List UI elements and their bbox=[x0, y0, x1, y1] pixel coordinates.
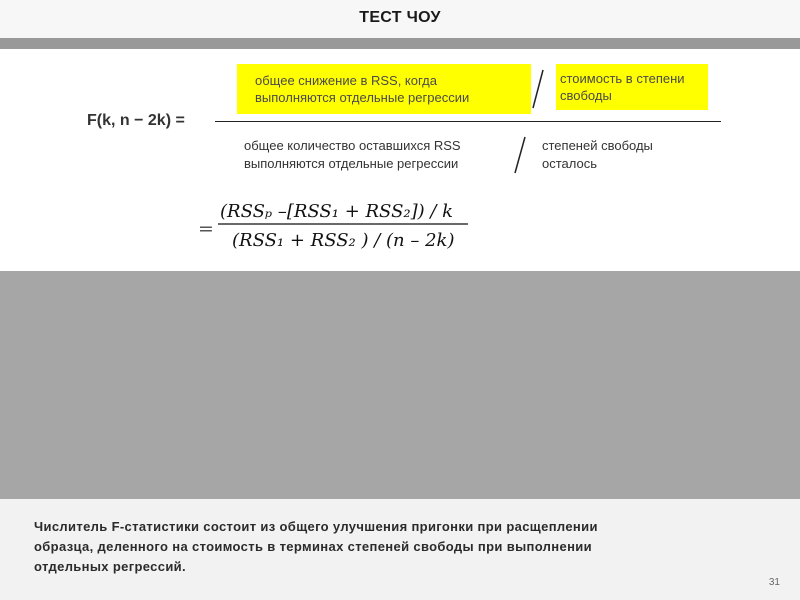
caption-line-2: образца, деленного на стоимость в терминах степеней свободы при выполнении bbox=[34, 539, 592, 554]
caption-line-3: отдельных регрессий. bbox=[34, 559, 186, 574]
numerator-left-line-2: выполняются отдельные регрессии bbox=[255, 90, 470, 105]
caption-line-1: Числитель F-статистики состоит из общего улучшения пригонки при расщеплении bbox=[34, 519, 598, 534]
denominator-right-line-1: степеней свободы bbox=[542, 138, 653, 153]
denominator-left-line-1: общее количество оставшихся RSS bbox=[244, 138, 461, 153]
denominator-left-line-2: выполняются отдельные регрессии bbox=[244, 156, 459, 171]
numerator-slash bbox=[530, 68, 546, 110]
slide-title: ТЕСТ ЧОУ bbox=[359, 9, 441, 26]
numerator-left-line-1: общее снижение в RSS, когда bbox=[255, 73, 437, 88]
denominator-slash bbox=[512, 135, 528, 175]
f-statistic-equation bbox=[196, 194, 476, 258]
numerator-right-line-2: свободы bbox=[560, 88, 612, 103]
fraction-line bbox=[215, 121, 721, 122]
grey-panel bbox=[0, 271, 800, 499]
slide-caption bbox=[34, 517, 754, 577]
equation-numerator: (RSSₚ –[RSS₁ + RSS₂]) / k bbox=[220, 201, 454, 222]
equation-denominator: (RSS₁ + RSS₂ ) / (n – 2k) bbox=[232, 230, 455, 251]
equation-equals-sign: = bbox=[198, 218, 214, 240]
formula-lhs: F(k, n − 2k) = bbox=[87, 112, 185, 129]
numerator-right-line-1: стоимость в степени bbox=[560, 71, 685, 86]
denominator-right-line-2: осталось bbox=[542, 156, 598, 171]
header-divider-bar bbox=[0, 38, 800, 49]
page-number: 31 bbox=[768, 577, 780, 588]
slide-header bbox=[0, 0, 800, 38]
